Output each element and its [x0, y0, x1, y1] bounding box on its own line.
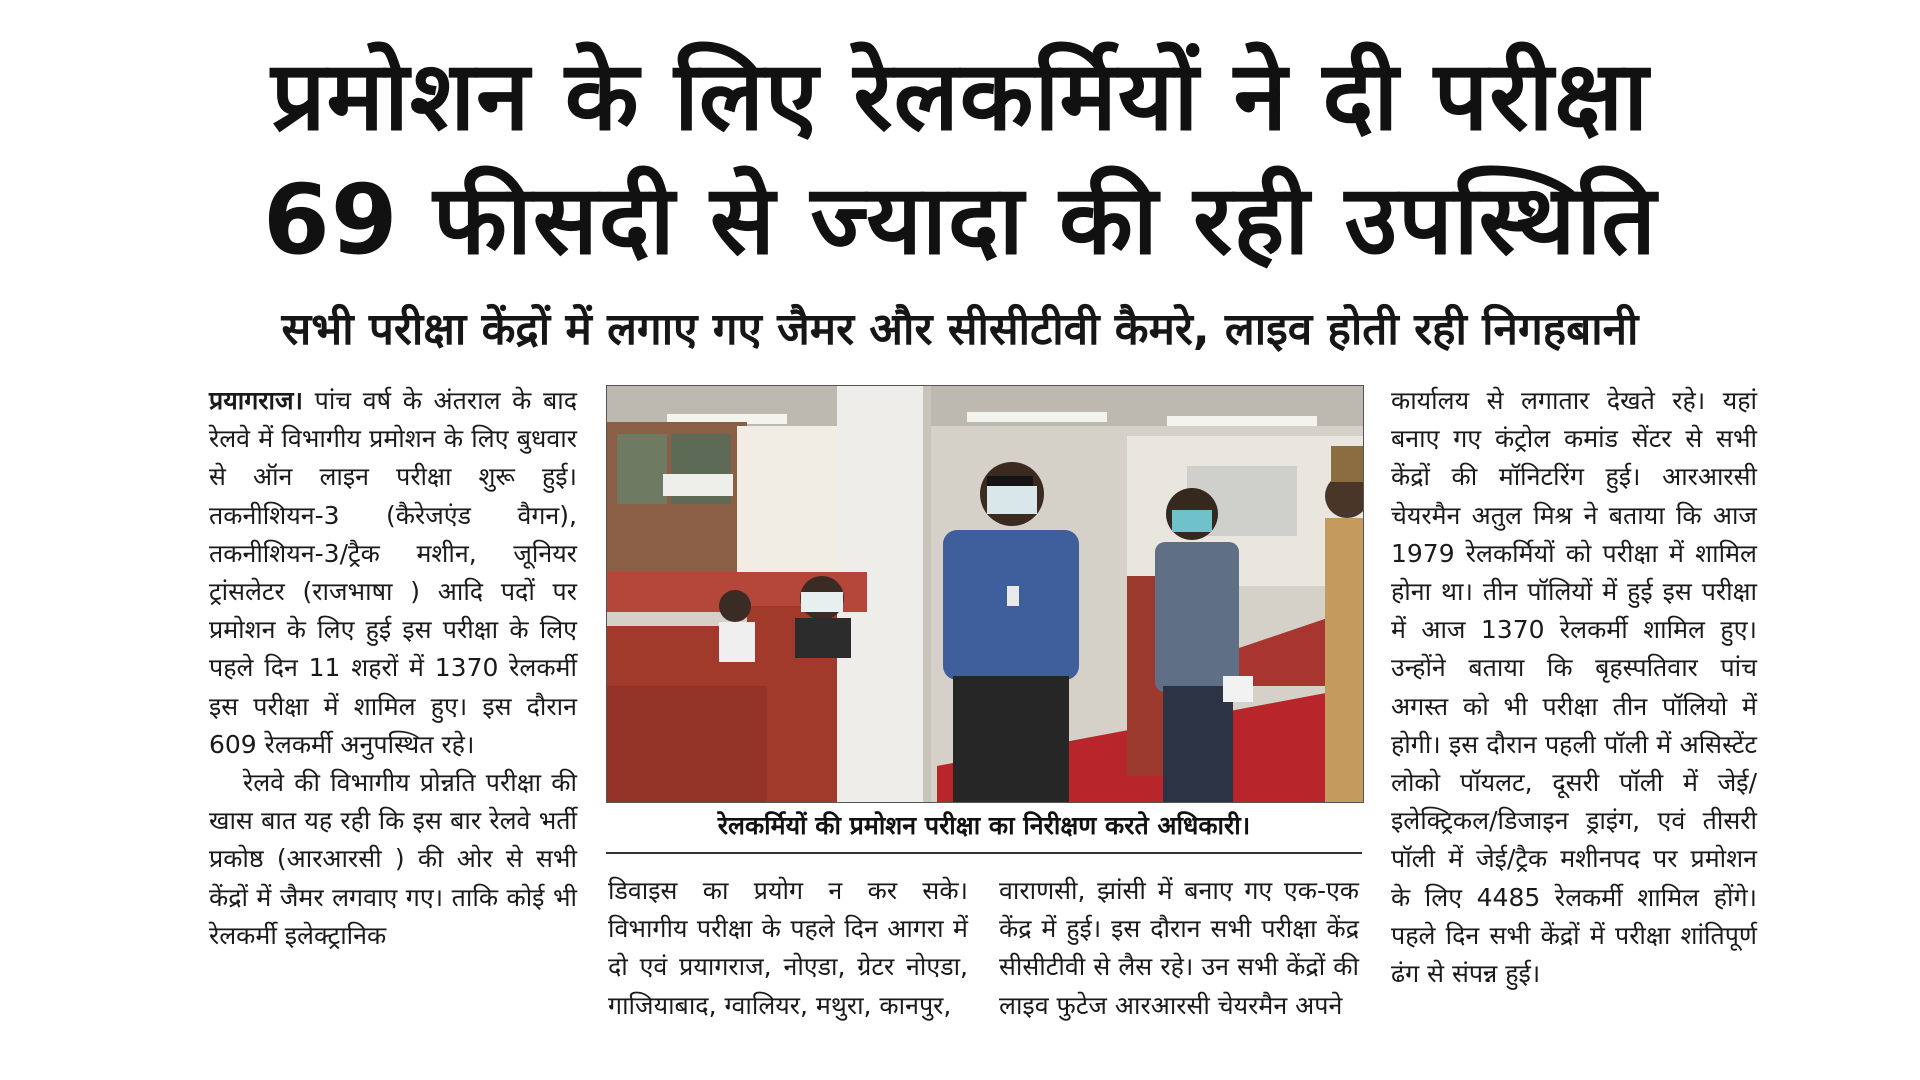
article-column-4 — [1391, 382, 1757, 993]
column2-paragraph: डिवाइस का प्रयोग न कर सके। विभागीय परीक्षा के पहले दिन आगरा में दो एवं प्रयागराज, नोएडा, ग्रेटर नोएडा, गाजियाबाद, ग्वालियर, मथुरा, कानपुर, — [608, 876, 968, 1020]
article-column-2 — [608, 872, 968, 1025]
headline-line-1: प्रमोशन के लिए रेलकर्मियों ने दी परीक्षा — [270, 40, 1650, 152]
caption-divider — [606, 852, 1362, 854]
article-column-1 — [209, 382, 577, 955]
subheadline: सभी परीक्षा केंद्रों में लगाए गए जैमर और सीसीटीवी कैमरे, लाइव होती रही निगहबानी — [281, 304, 1639, 355]
headline-line-2: 69 फीसदी से ज्यादा की रही उपस्थिति — [263, 164, 1657, 276]
article-column-3 — [999, 872, 1359, 1025]
photo-caption: रेलकर्मियों की प्रमोशन परीक्षा का निरीक्षण करते अधिकारी। — [717, 811, 1251, 840]
column3-paragraph: वाराणसी, झांसी में बनाए गए एक-एक केंद्र में हुई। इस दौरान सभी परीक्षा केंद्र सीसीटीवी से लैस रहे। उन सभी केंद्रों की लाइव फुटेज आरआरसी चेयरमैन अपने — [999, 876, 1359, 1020]
news-photo — [606, 385, 1364, 803]
column1-paragraph-1: पांच वर्ष के अंतराल के बाद रेलवे में विभागीय प्रमोशन के लिए बुधवार से ऑन लाइन परीक्षा शुरू हुई। तकनीशियन-3 (कैरेजएंड वैगन), तकनीशियन-3/ट्रैक मशीन, जूनियर ट्रांसलेटर (राजभाषा ) आदि पदों पर प्रमोशन के लिए हुई इस परीक्षा के लिए पहले दिन 11 शहरों में 1370 रेलकर्मी इस परीक्षा में शामिल हुए। इस दौरान 609 रेलकर्मी अनुपस्थित रहे। — [209, 386, 577, 759]
column4-paragraph: कार्यालय से लगातार देखते रहे। यहां बनाए गए कंट्रोल कमांड सेंटर से सभी केंद्रों की मॉनिटरिंग हुई। आरआरसी चेयरमैन अतुल मिश्र ने बताया कि आज 1979 रेलकर्मियों को परीक्षा में शामिल होना था। तीन पॉलियों में हुई इस परीक्षा में आज 1370 रेलकर्मी शामिल हुए। उन्होंने बताया कि बृहस्पतिवार पांच अगस्त को भी परीक्षा तीन पॉलियो में होगी। इस दौरान पहली पॉली में असिस्टेंट लोको पॉयलट, दूसरी पॉली में जेई/इलेक्ट्रिकल/डिजाइन ड्राइंग, एवं तीसरी पॉली में जेई/ट्रैक मशीनपद पर प्रमोशन के लिए 4485 रेलकर्मी शामिल होंगे। पहले दिन सभी केंद्रों में परीक्षा शांतिपूर्ण ढंग से संपन्न हुई। — [1391, 386, 1757, 989]
dateline: प्रयागराज। — [209, 386, 304, 415]
photo-illustration — [607, 386, 1363, 802]
column1-paragraph-2: रेलवे की विभागीय प्रोन्नति परीक्षा की खास बात यह रही कि इस बार रेलवे भर्ती प्रकोष्ठ (आरआरसी ) की ओर से सभी केंद्रों में जैमर लगवाए गए। ताकि कोई भी रेलकर्मी इलेक्ट्रानिक — [209, 768, 577, 950]
